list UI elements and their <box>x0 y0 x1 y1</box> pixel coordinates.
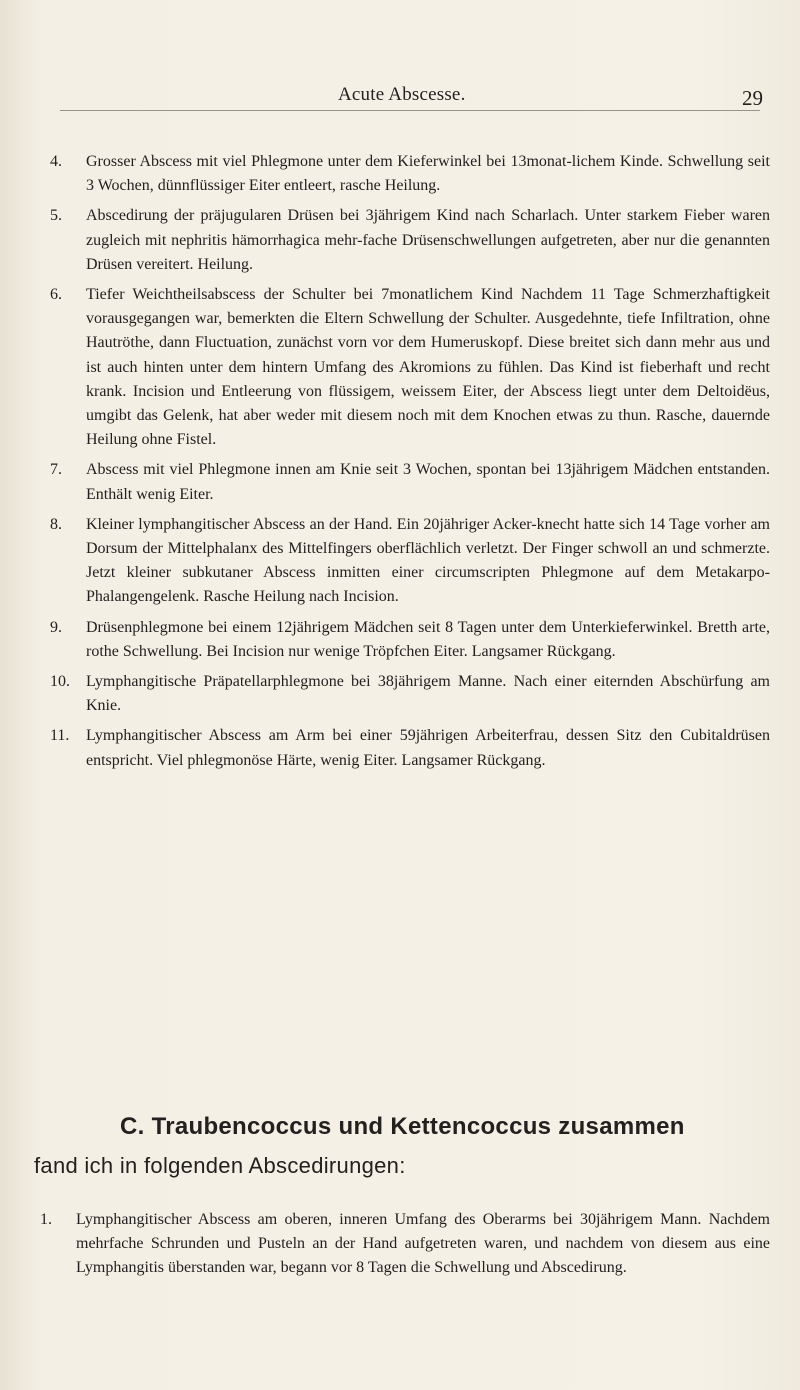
case-entry-4 <box>50 150 770 198</box>
header-rule <box>60 110 760 111</box>
case-entry-5 <box>50 204 770 277</box>
case-number: 10. <box>50 673 70 691</box>
section-title: C. Traubencoccus und Kettencoccus zusammen <box>120 1113 685 1140</box>
case-number: 7. <box>50 461 62 479</box>
case-entry-7 <box>50 458 770 506</box>
case-list <box>50 150 770 779</box>
case-text: Abscedirung der präjugularen Drüsen bei 3jährigem Kind nach Scharlach. Unter starkem Fieber waren zugleich mit nephritis hämorrhagica mehr-fache Drüsenschwellungen aufgetreten, aber nur die genannten Drüsen vereitert. Heilung. <box>86 207 770 273</box>
case-number: 4. <box>50 153 62 170</box>
case-number: 5. <box>50 207 62 225</box>
page-number: 29 <box>742 86 763 110</box>
case-entry-9 <box>50 616 770 664</box>
case-text: Tiefer Weichtheilsabscess der Schulter bei 7monatlichem Kind Nachdem 11 Tage Schmerzhaftigkeit vorausgegangen war, bemerkten die Eltern Schwellung der Schulter. Ausgedehnte, tiefe Infiltration, ohne Hautröthe, dann Fluctuation, zunächst vorn vor dem Humeruskopf. Diese breitet sich dann mehr aus und ist auch hinten unter dem hintern Umfang des Akromions zu fühlen. Das Kind ist fieberhaft und recht krank. Incision und Entleerung von flüssigem, weissem Eiter, der Abscess liegt unter dem Deltoidëus, umgibt das Gelenk, hat aber weder mit diesem noch mit dem Knochen etwas zu thun. Rasche, dauernde Heilung ohne Fistel. <box>86 286 770 449</box>
case-entry-8 <box>50 513 770 610</box>
case-text: Abscess mit viel Phlegmone innen am Knie seit 3 Wochen, spontan bei 13jährigem Mädchen entstanden. Enthält wenig Eiter. <box>86 461 770 503</box>
case-entry-c1 <box>40 1208 770 1281</box>
case-text: Drüsenphlegmone bei einem 12jährigem Mädchen seit 8 Tagen unter dem Unterkieferwinkel. Bretth arte, rothe Schwellung. Bei Incision nur wenige Tröpfchen Eiter. Langsamer Rückgang. <box>86 618 770 660</box>
case-list-2 <box>40 1208 770 1287</box>
case-entry-10 <box>50 670 770 718</box>
running-title: Acute Abscesse. <box>338 84 466 105</box>
case-number: 9. <box>50 618 62 636</box>
case-number: 1. <box>40 1211 52 1228</box>
case-number: 6. <box>50 286 62 304</box>
case-text: Lymphangitischer Abscess am Arm bei einer 59jährigen Arbeiterfrau, dessen Sitz den Cubitaldrüsen entspricht. Viel phlegmonöse Härte, wenig Eiter. Langsamer Rückgang. <box>86 727 770 769</box>
case-text: Grosser Abscess mit viel Phlegmone unter dem Kieferwinkel bei 13monat-lichem Kinde. Schwellung seit 3 Wochen, dünnflüssiger Eiter entleert, rasche Heilung. <box>86 153 770 195</box>
case-number: 11. <box>50 727 70 745</box>
case-entry-6 <box>50 283 770 452</box>
page-header <box>60 84 763 114</box>
case-number: 8. <box>50 515 62 533</box>
case-entry-11 <box>50 724 770 772</box>
case-text: Lymphangitische Präpatellarphlegmone bei 38jährigem Manne. Nach einer eiternden Abschürfung am Knie. <box>86 673 770 715</box>
section-subtitle: fand ich in folgenden Abscedirungen: <box>34 1153 406 1178</box>
case-text: Kleiner lymphangitischer Abscess an der Hand. Ein 20jähriger Acker-knecht hatte sich 14 Tage vorher am Dorsum der Mittelphalanx des Mittelfingers oberflächlich verletzt. Der Finger schwoll an und schmerzte. Jetzt kleiner subkutaner Abscess inmitten einer circumscripten Phlegmone auf dem Metakarpo-Phalangengelenk. Rasche Heilung nach Incision. <box>86 515 770 606</box>
case-text: Lymphangitischer Abscess am oberen, inneren Umfang des Oberarms bei 30jährigem Mann. Nachdem mehrfache Schrunden und Pusteln an der Hand aufgetreten waren, und nachdem von diesem aus eine Lymphangitis überstanden war, begann vor 8 Tagen die Schwellung und Abscedirung. <box>76 1211 770 1277</box>
